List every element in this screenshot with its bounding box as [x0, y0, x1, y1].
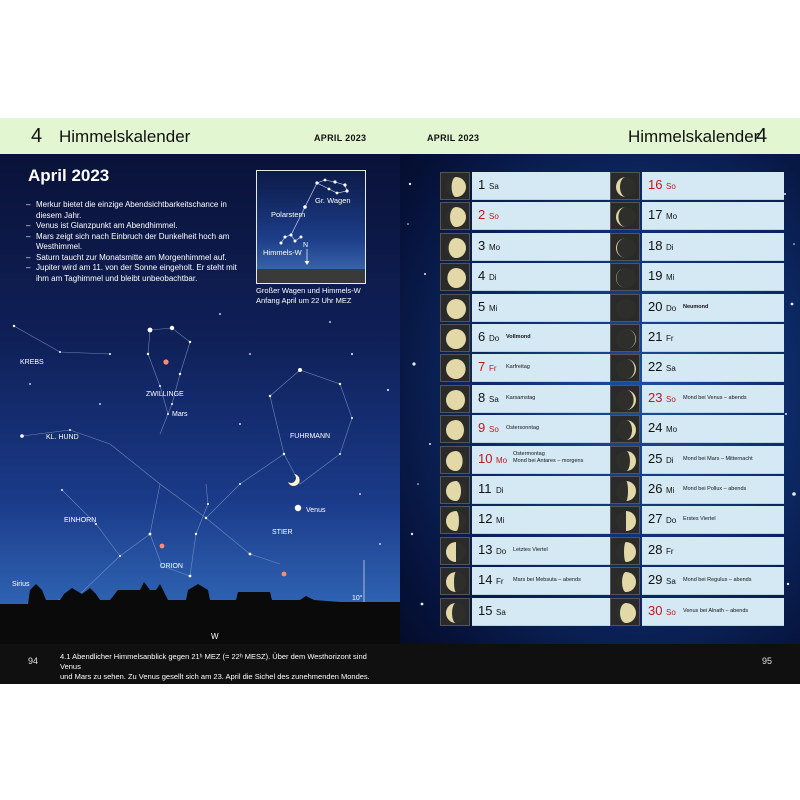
evening-sky-chart [0, 294, 400, 644]
weekday-label: Mi [666, 486, 675, 495]
moon-cell [610, 415, 640, 443]
weekday-label: Di [666, 455, 674, 465]
calendar-row [610, 537, 784, 565]
moon-cell [610, 506, 640, 534]
calendar-row [610, 354, 784, 382]
moon-cell [440, 172, 470, 200]
day-cell [472, 294, 614, 322]
calendar-row [440, 446, 614, 474]
calendar-row [610, 233, 784, 261]
day-note: Karsamstag [506, 394, 536, 401]
day-number: 13 [478, 541, 493, 557]
calendar-row [610, 415, 784, 443]
moon-phase-icon [614, 266, 638, 290]
right-header [400, 118, 800, 154]
chapter-number: 4 [31, 125, 43, 147]
mars-label: Mars [172, 411, 188, 418]
day-number: 22 [648, 359, 663, 375]
day-note: Mond bei Mars – Mitternacht [683, 455, 753, 462]
figure-caption-line: 4.1 Abendlicher Himmelsanblick gegen 21ʰ MEZ (= 22ʰ MESZ). Über dem Westhorizont sind Venus [60, 652, 367, 671]
day-number: 5 [478, 298, 486, 314]
moon-cell [610, 172, 640, 200]
moon-cell [440, 476, 470, 504]
day-cell [642, 476, 784, 504]
calendar-row [610, 598, 784, 626]
day-number: 21 [648, 329, 663, 344]
day-note: Karfreitag [506, 364, 530, 371]
page-number: 95 [762, 656, 773, 666]
moon-phase-icon [614, 297, 638, 321]
day-cell [642, 506, 784, 534]
moon-phase-icon [614, 236, 638, 260]
weekday-label: Di [489, 273, 497, 283]
list-item: – Venus ist Glanzpunkt am Abendhimmel. [26, 221, 251, 232]
day-number: 28 [648, 541, 663, 557]
moon-cell [440, 324, 470, 352]
moon-phase-icon [444, 601, 468, 625]
day-cell [642, 202, 784, 230]
day-cell [642, 172, 784, 200]
left-page [0, 154, 400, 684]
moon-phase-icon [614, 570, 638, 594]
cassiopeia-label: Himmels-W [263, 248, 302, 257]
moon-phase-icon [444, 266, 468, 290]
moon-phase-icon [614, 418, 638, 442]
figure-caption [60, 652, 370, 682]
list-item: – Merkur bietet die einzige Abendsichtbarkeitschance in diesem Jahr. [26, 200, 251, 221]
weekday-label: Mo [666, 425, 678, 435]
weekday-label: Sa [496, 607, 506, 617]
calendar-row [440, 202, 614, 230]
moon-cell [610, 202, 640, 230]
moon-cell [610, 354, 640, 382]
polaris-label: Polarstern [271, 210, 306, 219]
day-cell [472, 415, 614, 443]
day-number: 24 [648, 420, 663, 436]
weekday-label: Mo [496, 455, 508, 465]
moon-cell [610, 476, 640, 504]
orion-label: ORION [160, 563, 183, 570]
day-note: Venus bei Alnath – abends [683, 607, 749, 614]
figure-caption-line: und Mars zu sehen. Zu Venus gesellt sich am 23. April die Sichel des zunehmenden Mondes. [60, 672, 370, 681]
inset-star-chart [256, 170, 366, 284]
day-number: 4 [478, 268, 486, 284]
inset-caption-line: Anfang April um 22 Uhr MEZ [256, 296, 352, 305]
moon-phase-icon [614, 601, 638, 625]
day-note: Mond bei Regulus – abends [683, 577, 752, 584]
month-label: APRIL 2023 [427, 133, 480, 143]
moon-cell [610, 567, 640, 595]
calendar-row [440, 506, 614, 534]
moon-phase-icon [444, 357, 468, 381]
moon-cell [440, 537, 470, 565]
moon-cell [440, 506, 470, 534]
day-number: 17 [648, 207, 663, 223]
moon-phase-icon [444, 540, 468, 564]
day-number: 27 [648, 511, 663, 527]
day-number: 11 [478, 481, 492, 496]
day-cell [642, 233, 784, 261]
day-cell [472, 202, 614, 230]
day-number: 29 [648, 572, 663, 588]
weekday-label: Do [496, 546, 507, 556]
moon-phase-icon [444, 327, 468, 351]
horizon-silhouette [0, 582, 400, 644]
calendar-row [440, 324, 614, 352]
venus-marker [295, 505, 301, 511]
day-number: 26 [648, 481, 663, 496]
calendar-row [440, 415, 614, 443]
day-cell [472, 324, 614, 352]
day-number: 15 [478, 602, 493, 618]
kl-hund-label: KL. HUND [46, 434, 79, 441]
day-cell [472, 385, 614, 413]
right-page [400, 154, 800, 684]
day-note: Ostermontag [513, 450, 545, 457]
moon-phase-icon [444, 175, 468, 199]
moon-phase-icon [444, 509, 468, 533]
weekday-label: So [666, 394, 676, 404]
calendar-row [440, 294, 614, 322]
day-cell [642, 598, 784, 626]
moon-cell [610, 598, 640, 626]
day-cell [642, 354, 784, 382]
day-number: 9 [478, 420, 486, 436]
krebs-label: KREBS [20, 359, 44, 366]
day-cell [642, 415, 784, 443]
weekday-label: So [666, 182, 676, 191]
moon-phase-icon [444, 297, 468, 321]
weekday-label: Sa [666, 577, 676, 587]
moon-phase-icon [444, 388, 468, 412]
day-number: 2 [478, 207, 486, 223]
inset-caption-line: Großer Wagen und Himmels-W [256, 286, 361, 295]
day-cell [472, 354, 614, 382]
day-number: 1 [478, 177, 486, 192]
day-note: Mond bei Venus – abends [683, 394, 747, 401]
day-number: 14 [478, 572, 493, 588]
day-cell [642, 537, 784, 565]
moon-phase-icon [614, 327, 638, 351]
calendar-row [440, 476, 614, 504]
moon-phase-icon [444, 236, 468, 260]
weekday-label: Fr [489, 364, 497, 374]
day-cell [642, 294, 784, 322]
book-spread [0, 118, 800, 684]
calendar-row [610, 294, 784, 322]
calendar-row [610, 476, 784, 504]
day-number: 23 [648, 389, 663, 405]
constellation-diagram [257, 171, 365, 283]
day-number: 12 [478, 511, 493, 527]
moon-cell [610, 233, 640, 261]
weekday-label: So [489, 212, 499, 222]
weekday-label: Mo [489, 242, 501, 252]
day-cell [472, 172, 614, 200]
moon-phase-icon [614, 205, 638, 229]
moon-cell [440, 446, 470, 474]
big-dipper-label: Gr. Wagen [315, 196, 351, 205]
moon-phase-icon [444, 570, 468, 594]
day-cell [472, 537, 614, 565]
calendar-row [440, 354, 614, 382]
moon-phase-icon [614, 388, 638, 412]
month-label: APRIL 2023 [314, 133, 367, 143]
list-item: – Mars zeigt sich nach Einbruch der Dunkelheit hoch am Westhimmel. [26, 232, 251, 253]
moon-cell [440, 354, 470, 382]
calendar-row [610, 172, 784, 200]
day-number: 3 [478, 237, 486, 253]
right-footer [400, 644, 800, 684]
weekday-label: Mi [489, 303, 498, 313]
day-cell [642, 385, 784, 413]
day-note: Mars bei Mebsuta – abends [513, 577, 581, 584]
day-number: 25 [648, 450, 663, 466]
day-number: 30 [648, 602, 663, 618]
weekday-label: Di [666, 242, 674, 252]
moon-phase-icon [614, 479, 638, 503]
moon-phase-icon [614, 540, 638, 564]
day-cell [642, 263, 784, 291]
day-note: Erstes Viertel [683, 516, 716, 523]
list-item: – Jupiter wird am 11. von der Sonne eingeholt. Er steht mit ihm am Taghimmel und bleibt unbeobachtbar. [26, 263, 251, 284]
moon-cell [610, 537, 640, 565]
calendar-row [440, 385, 614, 413]
weekday-label: Fr [666, 334, 674, 343]
moon-cell [440, 202, 470, 230]
weekday-label: Do [489, 334, 500, 343]
day-cell [642, 324, 784, 352]
day-cell [472, 233, 614, 261]
moon-cell [440, 263, 470, 291]
zwillinge-label: ZWILLINGE [146, 391, 184, 398]
weekday-label: Di [496, 486, 504, 495]
moon-cell [610, 385, 640, 413]
chapter-title: Himmelskalender [628, 127, 760, 146]
calendar-row [440, 233, 614, 261]
day-cell [472, 263, 614, 291]
moon-phase-icon [444, 205, 468, 229]
aldebaran-marker [282, 572, 287, 577]
moon-cell [440, 233, 470, 261]
moon-cell [440, 598, 470, 626]
day-note: Letztes Viertel [513, 546, 548, 553]
moon-cell [440, 567, 470, 595]
day-note: Neumond [683, 303, 709, 310]
day-cell [472, 476, 614, 504]
calendar-row [440, 537, 614, 565]
ten-degree-label: 10° [352, 595, 363, 602]
mars-marker [163, 359, 168, 364]
moon-cell [610, 324, 640, 352]
highlights-list [26, 200, 251, 284]
sirius-label: Sirius [12, 581, 30, 588]
weekday-label: Mi [496, 516, 505, 526]
day-number: 10 [478, 450, 493, 466]
day-number: 18 [648, 237, 663, 253]
moon-phase-icon [614, 449, 638, 473]
page-number: 94 [28, 656, 39, 666]
stier-label: STIER [272, 529, 293, 536]
day-number: 16 [648, 177, 663, 192]
day-number: 8 [478, 389, 486, 405]
day-number: 19 [648, 268, 663, 284]
day-note: Vollmond [506, 334, 531, 340]
day-cell [472, 598, 614, 626]
list-item: – Saturn taucht zur Monatsmitte am Morgenhimmel auf. [26, 253, 251, 264]
calendar-row [610, 385, 784, 413]
weekday-label: So [489, 425, 499, 435]
moon-phase-icon [614, 509, 638, 533]
weekday-label: Sa [489, 394, 499, 404]
chapter-title: Himmelskalender [59, 127, 191, 146]
day-cell [472, 446, 614, 474]
day-note: Mond bei Pollux – abends [683, 486, 747, 492]
moon-cell [440, 415, 470, 443]
weekday-label: Do [666, 303, 677, 313]
moon-phase-icon [614, 357, 638, 381]
venus-label: Venus [306, 507, 326, 514]
day-number: 20 [648, 298, 663, 314]
betelgeuse-marker [160, 544, 165, 549]
weekday-label: Do [666, 516, 677, 526]
moon-phase-icon [444, 418, 468, 442]
moon-phase-icon [444, 479, 468, 503]
moon-crescent-icon [288, 474, 300, 486]
day-note: Mond bei Antares – morgens [513, 457, 584, 464]
calendar-row [440, 598, 614, 626]
weekday-label: Sa [666, 364, 676, 374]
page-title: April 2023 [28, 166, 110, 185]
day-cell [642, 567, 784, 595]
weekday-label: Mi [666, 273, 675, 283]
einhorn-label: EINHORN [64, 517, 97, 524]
north-label: N [303, 242, 309, 249]
day-number: 6 [478, 329, 486, 344]
weekday-label: Mo [666, 212, 678, 222]
day-cell [642, 446, 784, 474]
calendar-row [610, 263, 784, 291]
moon-cell [440, 385, 470, 413]
weekday-label: Fr [496, 577, 504, 587]
weekday-label: So [666, 607, 676, 617]
calendar-row [610, 202, 784, 230]
chapter-number: 4 [756, 125, 768, 147]
weekday-label: Fr [666, 546, 674, 556]
left-header [0, 118, 400, 154]
day-cell [472, 567, 614, 595]
calendar-row [440, 263, 614, 291]
calendar-row [610, 567, 784, 595]
calendar-row [610, 446, 784, 474]
west-label: W [211, 632, 219, 641]
day-note: Ostersonntag [506, 425, 540, 432]
calendar-row [440, 567, 614, 595]
moon-phase-icon [614, 175, 638, 199]
day-cell [472, 506, 614, 534]
moon-cell [610, 263, 640, 291]
calendar-row [610, 324, 784, 352]
moon-cell [610, 446, 640, 474]
weekday-label: Sa [489, 182, 499, 191]
calendar-row [610, 506, 784, 534]
moon-cell [440, 294, 470, 322]
day-number: 7 [478, 359, 486, 375]
fuhrmann-label: FUHRMANN [290, 433, 331, 440]
moon-cell [610, 294, 640, 322]
calendar-row [440, 172, 614, 200]
moon-phase-icon [444, 449, 468, 473]
